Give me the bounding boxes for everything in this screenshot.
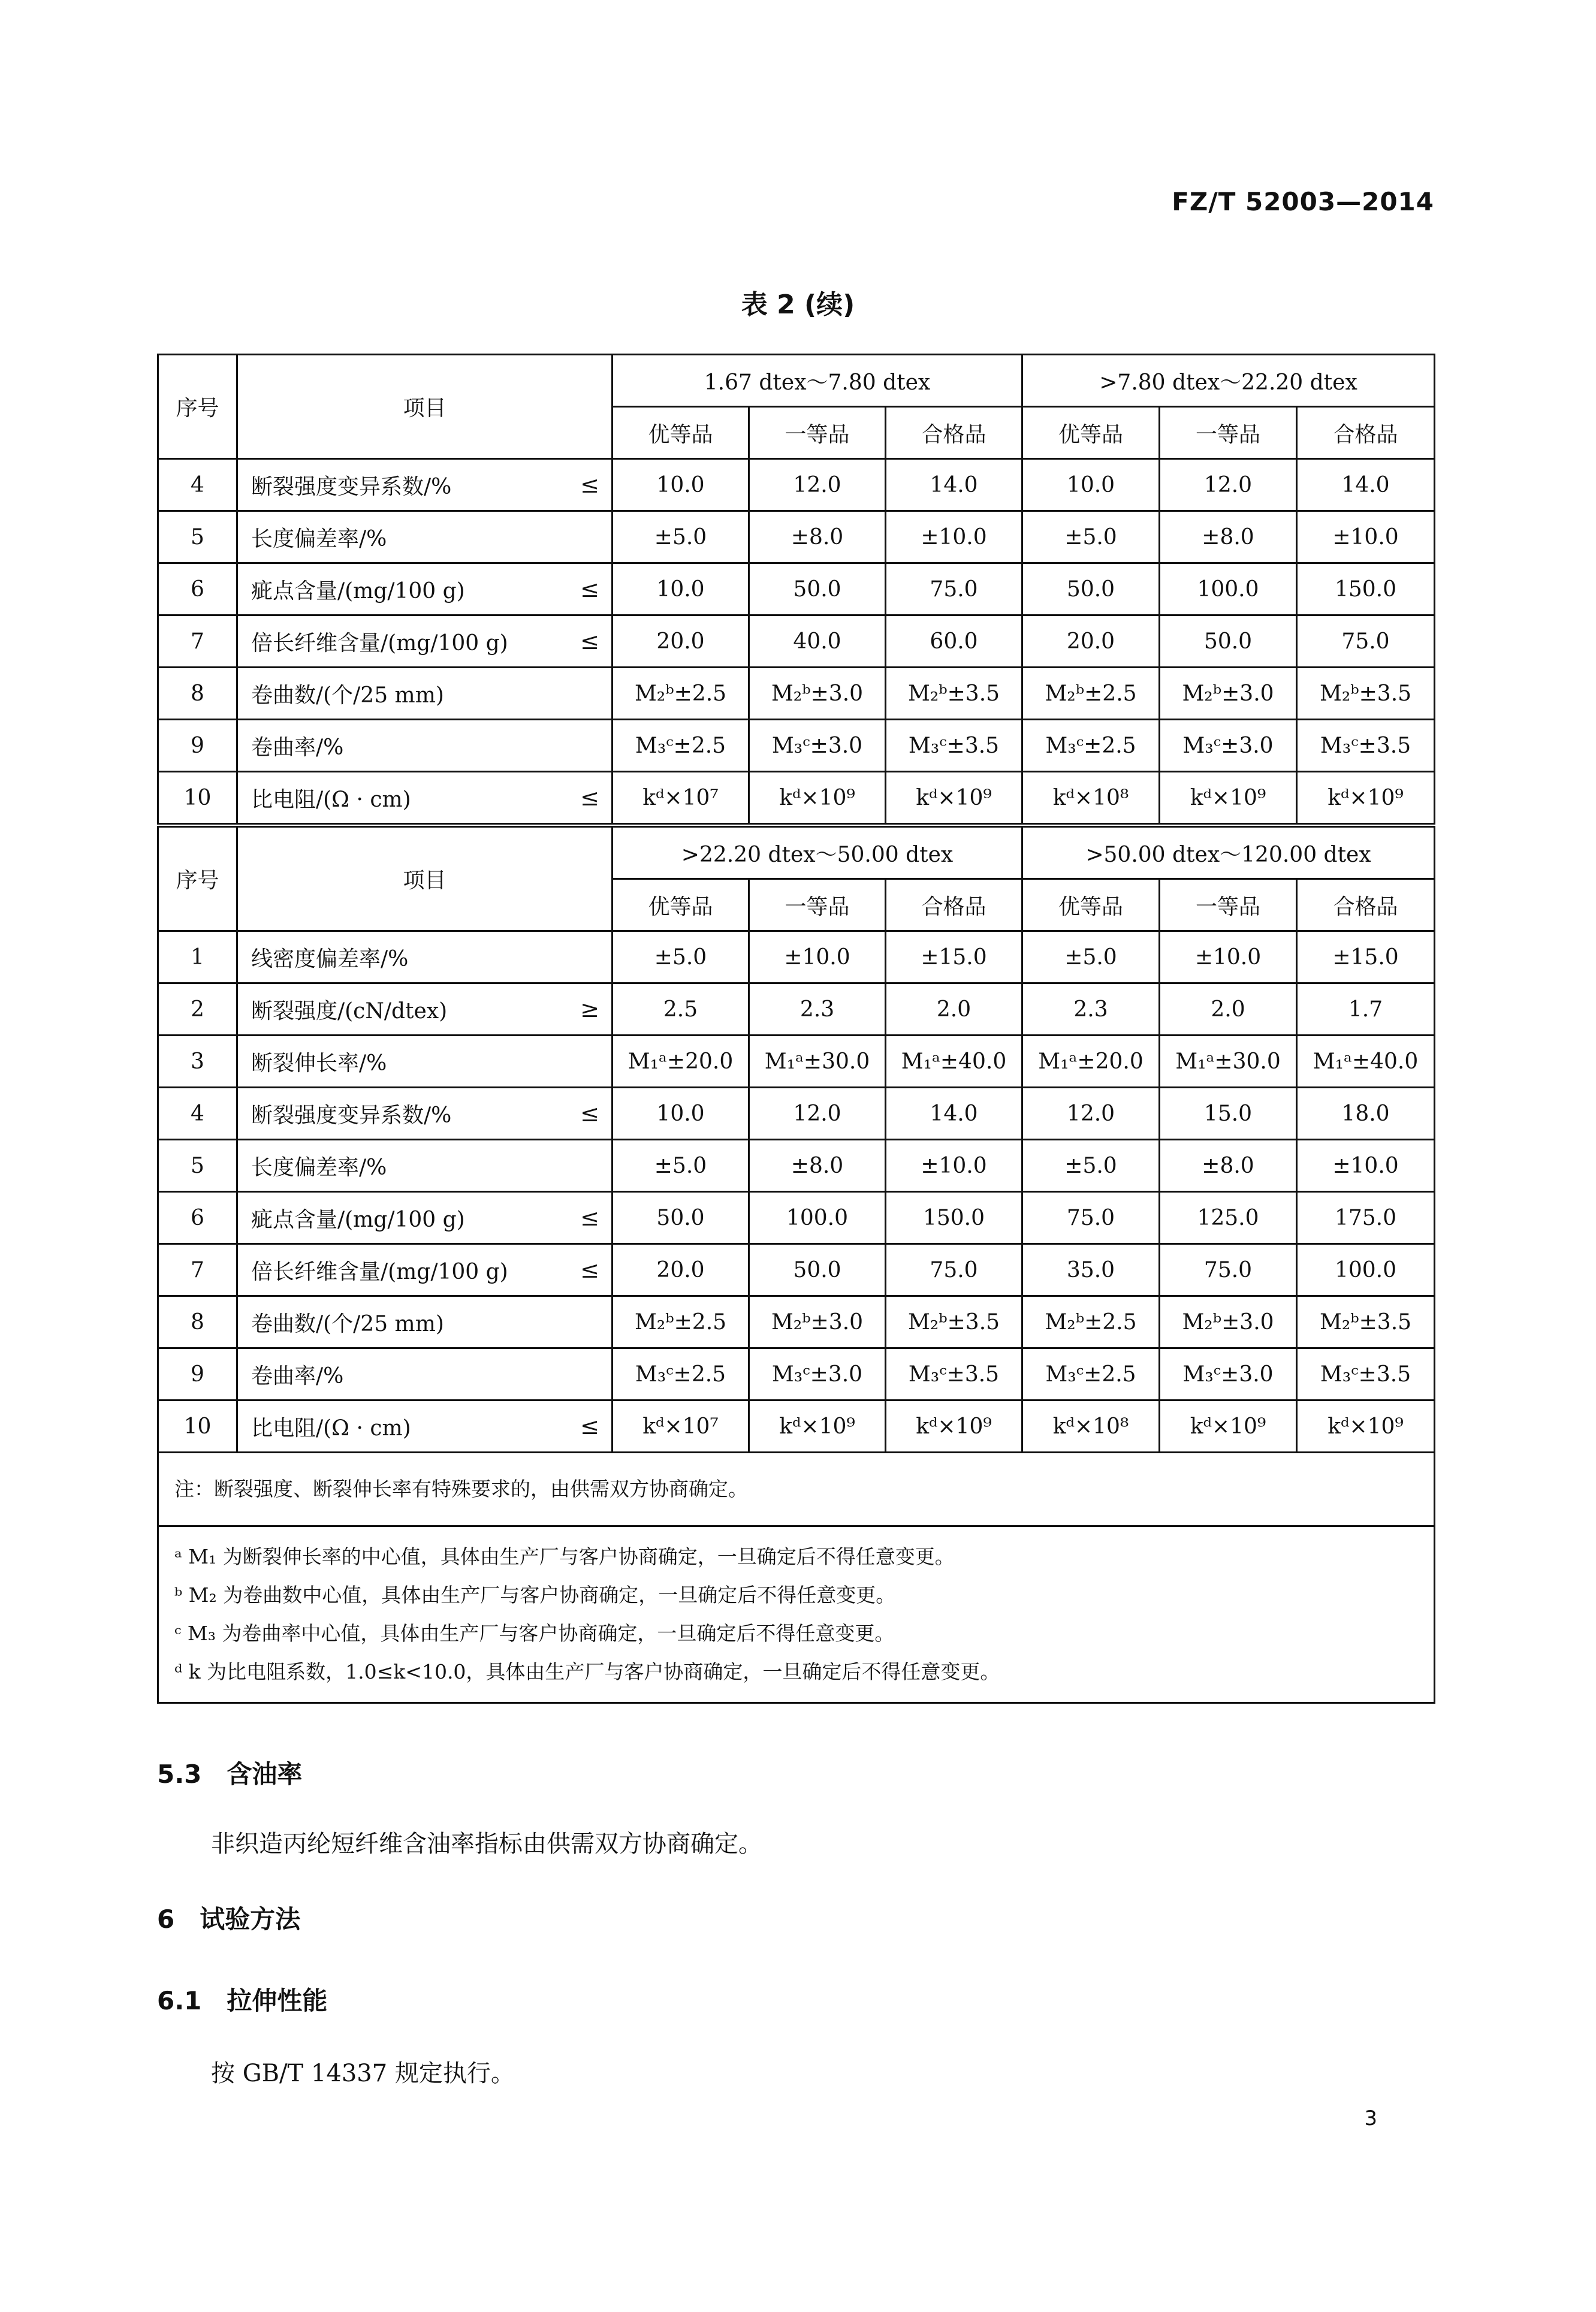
row-value: M₁ᵃ±20.0 — [1022, 1036, 1160, 1088]
row-value: M₂ᵇ±3.0 — [749, 668, 886, 720]
row-value: 75.0 — [886, 1244, 1022, 1296]
row-value: M₃ᶜ±3.0 — [749, 720, 886, 772]
row-number: 2 — [158, 983, 237, 1036]
row-value: ±10.0 — [1297, 511, 1435, 563]
row-value: 14.0 — [886, 459, 1022, 511]
row-value: ±10.0 — [886, 511, 1022, 563]
row-item-label: 断裂强度/(cN/dtex) — [251, 998, 448, 1024]
row-value: kᵈ×10⁹ — [749, 772, 886, 826]
row-value: 150.0 — [886, 1192, 1022, 1244]
row-item-label: 线密度偏差率/% — [251, 946, 409, 971]
table-row — [158, 1036, 1435, 1088]
row-item-label: 断裂伸长率/% — [251, 1051, 387, 1076]
row-value: 15.0 — [1160, 1088, 1297, 1140]
row-value: 75.0 — [1160, 1244, 1297, 1296]
header-grade: 合格品 — [886, 879, 1022, 931]
table-caption: 表 2 (续) — [741, 289, 855, 320]
row-value: M₂ᵇ±2.5 — [613, 668, 749, 720]
row-number: 7 — [158, 615, 237, 668]
row-value: ±5.0 — [613, 931, 749, 983]
row-item-label: 比电阻/(Ω · cm) — [251, 787, 411, 812]
row-value: 40.0 — [749, 615, 886, 668]
standard-number: FZ/T 52003—2014 — [1172, 187, 1434, 216]
row-value: 50.0 — [1160, 615, 1297, 668]
footnote: ᵇ M₂ 为卷曲数中心值，具体由生产厂与客户协商确定，一旦确定后不得任意变更。 — [174, 1583, 896, 1607]
row-value: M₃ᶜ±3.0 — [1160, 720, 1297, 772]
row-value: M₂ᵇ±3.5 — [1297, 668, 1435, 720]
row-value: M₂ᵇ±3.5 — [1297, 1296, 1435, 1348]
table-row — [158, 668, 1435, 720]
row-value: kᵈ×10⁸ — [1022, 1401, 1160, 1453]
section-6-title: 6 试验方法 — [157, 1904, 301, 1934]
row-item — [237, 931, 613, 983]
row-item-label: 比电阻/(Ω · cm) — [251, 1415, 411, 1441]
footnote: ᵈ k 为比电阻系数，1.0≤k<10.0，具体由生产厂与客户协商确定，一旦确定后不得任意变更。 — [174, 1660, 1000, 1683]
row-value: 10.0 — [1022, 459, 1160, 511]
row-number: 4 — [158, 1088, 237, 1140]
row-number: 3 — [158, 1036, 237, 1088]
row-value: 35.0 — [1022, 1244, 1160, 1296]
row-value: ±5.0 — [613, 1140, 749, 1192]
row-value: 50.0 — [749, 1244, 886, 1296]
row-value: 100.0 — [1160, 563, 1297, 615]
row-item-label: 疵点含量/(mg/100 g) — [251, 578, 465, 603]
row-value: M₂ᵇ±3.0 — [749, 1296, 886, 1348]
footnote: ᶜ M₃ 为卷曲率中心值，具体由生产厂与客户协商确定，一旦确定后不得任意变更。 — [174, 1622, 895, 1645]
row-item-label: 卷曲数/(个/25 mm) — [251, 683, 444, 708]
row-comparator: ≤ — [580, 628, 599, 654]
row-number: 9 — [158, 720, 237, 772]
row-value: 10.0 — [613, 563, 749, 615]
row-item — [237, 983, 613, 1036]
row-comparator: ≤ — [580, 472, 599, 498]
row-value: 18.0 — [1297, 1088, 1435, 1140]
row-item-label: 长度偏差率/% — [251, 1155, 387, 1180]
row-value: M₃ᶜ±3.5 — [886, 1348, 1022, 1401]
table-row — [158, 1348, 1435, 1401]
header-grade: 一等品 — [749, 879, 886, 931]
footnote: ᵃ M₁ 为断裂伸长率的中心值，具体由生产厂与客户协商确定，一旦确定后不得任意变更。 — [174, 1545, 955, 1568]
row-value: 20.0 — [1022, 615, 1160, 668]
row-value: 75.0 — [886, 563, 1022, 615]
row-number: 1 — [158, 931, 237, 983]
row-value: 2.5 — [613, 983, 749, 1036]
row-value: 50.0 — [613, 1192, 749, 1244]
row-comparator: ≤ — [580, 1100, 599, 1127]
row-value: 1.7 — [1297, 983, 1435, 1036]
row-value: M₁ᵃ±30.0 — [749, 1036, 886, 1088]
row-item — [237, 668, 613, 720]
header-seq: 序号 — [158, 355, 237, 459]
row-value: M₁ᵃ±20.0 — [613, 1036, 749, 1088]
row-item — [237, 1036, 613, 1088]
header-item: 项目 — [237, 355, 613, 459]
header-group-1: >22.20 dtex～50.00 dtex — [613, 825, 1022, 879]
header-grade: 优等品 — [1022, 407, 1160, 459]
header-grade: 一等品 — [1160, 879, 1297, 931]
section-6-1-text: 按 GB/T 14337 规定执行。 — [211, 2060, 515, 2087]
row-item — [237, 615, 613, 668]
table-row — [158, 1401, 1435, 1453]
row-value: ±8.0 — [1160, 511, 1297, 563]
table-note: 注：断裂强度、断裂伸长率有特殊要求的，由供需双方协商确定。 — [158, 1453, 1435, 1526]
row-comparator: ≤ — [580, 784, 599, 811]
header-grade: 合格品 — [886, 407, 1022, 459]
row-value: 12.0 — [1022, 1088, 1160, 1140]
row-value: kᵈ×10⁸ — [1022, 772, 1160, 826]
row-item — [237, 1296, 613, 1348]
section-5-3-title: 5.3 含油率 — [157, 1759, 303, 1789]
row-item-label: 断裂强度变异系数/% — [251, 474, 452, 499]
row-value: 14.0 — [886, 1088, 1022, 1140]
spec-table — [157, 354, 1435, 1704]
row-number: 4 — [158, 459, 237, 511]
row-item — [237, 1348, 613, 1401]
row-item — [237, 772, 613, 826]
header-grade: 合格品 — [1297, 407, 1435, 459]
section-6-1-title: 6.1 拉伸性能 — [157, 1986, 328, 2015]
row-value: M₃ᶜ±3.5 — [886, 720, 1022, 772]
row-comparator: ≤ — [580, 1413, 599, 1439]
header-grade: 合格品 — [1297, 879, 1435, 931]
row-value: ±5.0 — [1022, 511, 1160, 563]
row-value: 175.0 — [1297, 1192, 1435, 1244]
table-row — [158, 459, 1435, 511]
row-value: ±10.0 — [886, 1140, 1022, 1192]
table-row — [158, 1244, 1435, 1296]
row-item — [237, 563, 613, 615]
row-value: kᵈ×10⁷ — [613, 772, 749, 826]
row-value: 10.0 — [613, 1088, 749, 1140]
table-row — [158, 983, 1435, 1036]
header-group-2: >7.80 dtex～22.20 dtex — [1022, 355, 1435, 407]
row-value: M₂ᵇ±2.5 — [1022, 668, 1160, 720]
row-value: M₃ᶜ±3.0 — [1160, 1348, 1297, 1401]
row-value: M₁ᵃ±40.0 — [886, 1036, 1022, 1088]
row-value: 12.0 — [749, 1088, 886, 1140]
row-value: kᵈ×10⁹ — [1297, 772, 1435, 826]
row-value: 20.0 — [613, 615, 749, 668]
row-value: ±5.0 — [1022, 931, 1160, 983]
row-value: M₃ᶜ±3.5 — [1297, 1348, 1435, 1401]
row-item — [237, 511, 613, 563]
row-value: kᵈ×10⁹ — [1160, 1401, 1297, 1453]
row-value: 12.0 — [1160, 459, 1297, 511]
row-value: kᵈ×10⁹ — [749, 1401, 886, 1453]
row-value: M₁ᵃ±30.0 — [1160, 1036, 1297, 1088]
row-value: 2.3 — [1022, 983, 1160, 1036]
row-item-label: 倍长纤维含量/(mg/100 g) — [251, 630, 508, 656]
row-value: 12.0 — [749, 459, 886, 511]
table-row — [158, 1192, 1435, 1244]
row-number: 7 — [158, 1244, 237, 1296]
header-group-2: >50.00 dtex～120.00 dtex — [1022, 825, 1435, 879]
row-value: M₂ᵇ±2.5 — [613, 1296, 749, 1348]
header-grade: 一等品 — [1160, 407, 1297, 459]
row-number: 8 — [158, 1296, 237, 1348]
row-value: 50.0 — [749, 563, 886, 615]
header-item: 项目 — [237, 825, 613, 931]
table-row — [158, 1296, 1435, 1348]
row-item — [237, 1192, 613, 1244]
row-value: M₁ᵃ±40.0 — [1297, 1036, 1435, 1088]
row-value: 75.0 — [1022, 1192, 1160, 1244]
row-value: M₃ᶜ±2.5 — [613, 720, 749, 772]
row-value: 50.0 — [1022, 563, 1160, 615]
row-item-label: 疵点含量/(mg/100 g) — [251, 1207, 465, 1232]
row-value: 75.0 — [1297, 615, 1435, 668]
row-value: 60.0 — [886, 615, 1022, 668]
row-value: 2.0 — [1160, 983, 1297, 1036]
row-comparator: ≤ — [580, 1257, 599, 1283]
row-value: ±10.0 — [1160, 931, 1297, 983]
page-number: 3 — [1364, 2106, 1377, 2130]
table-row — [158, 563, 1435, 615]
row-value: ±15.0 — [886, 931, 1022, 983]
row-value: 125.0 — [1160, 1192, 1297, 1244]
row-number: 5 — [158, 1140, 237, 1192]
row-value: ±8.0 — [749, 1140, 886, 1192]
row-comparator: ≤ — [580, 576, 599, 602]
row-item — [237, 459, 613, 511]
row-value: kᵈ×10⁹ — [1160, 772, 1297, 826]
row-number: 9 — [158, 1348, 237, 1401]
row-number: 6 — [158, 1192, 237, 1244]
row-item-label: 倍长纤维含量/(mg/100 g) — [251, 1259, 508, 1284]
row-value: ±10.0 — [1297, 1140, 1435, 1192]
row-value: kᵈ×10⁹ — [1297, 1401, 1435, 1453]
row-value: 2.0 — [886, 983, 1022, 1036]
row-value: M₃ᶜ±2.5 — [613, 1348, 749, 1401]
row-number: 10 — [158, 772, 237, 826]
row-value: ±8.0 — [749, 511, 886, 563]
row-comparator: ≤ — [580, 1205, 599, 1231]
row-value: M₂ᵇ±3.0 — [1160, 1296, 1297, 1348]
row-number: 8 — [158, 668, 237, 720]
row-value: ±10.0 — [749, 931, 886, 983]
row-value: kᵈ×10⁷ — [613, 1401, 749, 1453]
row-number: 10 — [158, 1401, 237, 1453]
row-value: M₂ᵇ±3.5 — [886, 1296, 1022, 1348]
row-item-label: 长度偏差率/% — [251, 526, 387, 551]
row-item — [237, 1140, 613, 1192]
header-seq: 序号 — [158, 825, 237, 931]
table-row — [158, 720, 1435, 772]
row-value: 10.0 — [613, 459, 749, 511]
row-value: ±5.0 — [1022, 1140, 1160, 1192]
section-5-3-text: 非织造丙纶短纤维含油率指标由供需双方协商确定。 — [211, 1830, 762, 1858]
row-value: M₃ᶜ±3.5 — [1297, 720, 1435, 772]
header-group-1: 1.67 dtex～7.80 dtex — [613, 355, 1022, 407]
table-footnotes — [158, 1526, 1435, 1703]
header-grade: 优等品 — [613, 407, 749, 459]
row-item — [237, 1088, 613, 1140]
header-grade: 优等品 — [613, 879, 749, 931]
row-item — [237, 720, 613, 772]
row-value: M₂ᵇ±3.0 — [1160, 668, 1297, 720]
row-value: kᵈ×10⁹ — [886, 1401, 1022, 1453]
row-item-label: 卷曲数/(个/25 mm) — [251, 1311, 444, 1336]
row-value: 2.3 — [749, 983, 886, 1036]
row-value: 14.0 — [1297, 459, 1435, 511]
table-row — [158, 615, 1435, 668]
row-value: 150.0 — [1297, 563, 1435, 615]
table-row — [158, 772, 1435, 826]
row-value: ±5.0 — [613, 511, 749, 563]
row-item — [237, 1401, 613, 1453]
table-row — [158, 1088, 1435, 1140]
row-value: M₃ᶜ±2.5 — [1022, 1348, 1160, 1401]
row-item-label: 卷曲率/% — [251, 1363, 344, 1389]
row-value: 20.0 — [613, 1244, 749, 1296]
row-value: M₃ᶜ±3.0 — [749, 1348, 886, 1401]
row-value: kᵈ×10⁹ — [886, 772, 1022, 826]
row-value: M₂ᵇ±3.5 — [886, 668, 1022, 720]
row-value: ±8.0 — [1160, 1140, 1297, 1192]
row-item — [237, 1244, 613, 1296]
row-value: M₃ᶜ±2.5 — [1022, 720, 1160, 772]
table-row — [158, 1140, 1435, 1192]
row-item-label: 卷曲率/% — [251, 735, 344, 760]
row-number: 5 — [158, 511, 237, 563]
row-number: 6 — [158, 563, 237, 615]
row-value: 100.0 — [749, 1192, 886, 1244]
row-item-label: 断裂强度变异系数/% — [251, 1103, 452, 1128]
table-row — [158, 511, 1435, 563]
table-row — [158, 931, 1435, 983]
row-value: M₂ᵇ±2.5 — [1022, 1296, 1160, 1348]
row-value: 100.0 — [1297, 1244, 1435, 1296]
header-grade: 优等品 — [1022, 879, 1160, 931]
row-value: ±15.0 — [1297, 931, 1435, 983]
row-comparator: ≥ — [580, 996, 599, 1022]
header-grade: 一等品 — [749, 407, 886, 459]
